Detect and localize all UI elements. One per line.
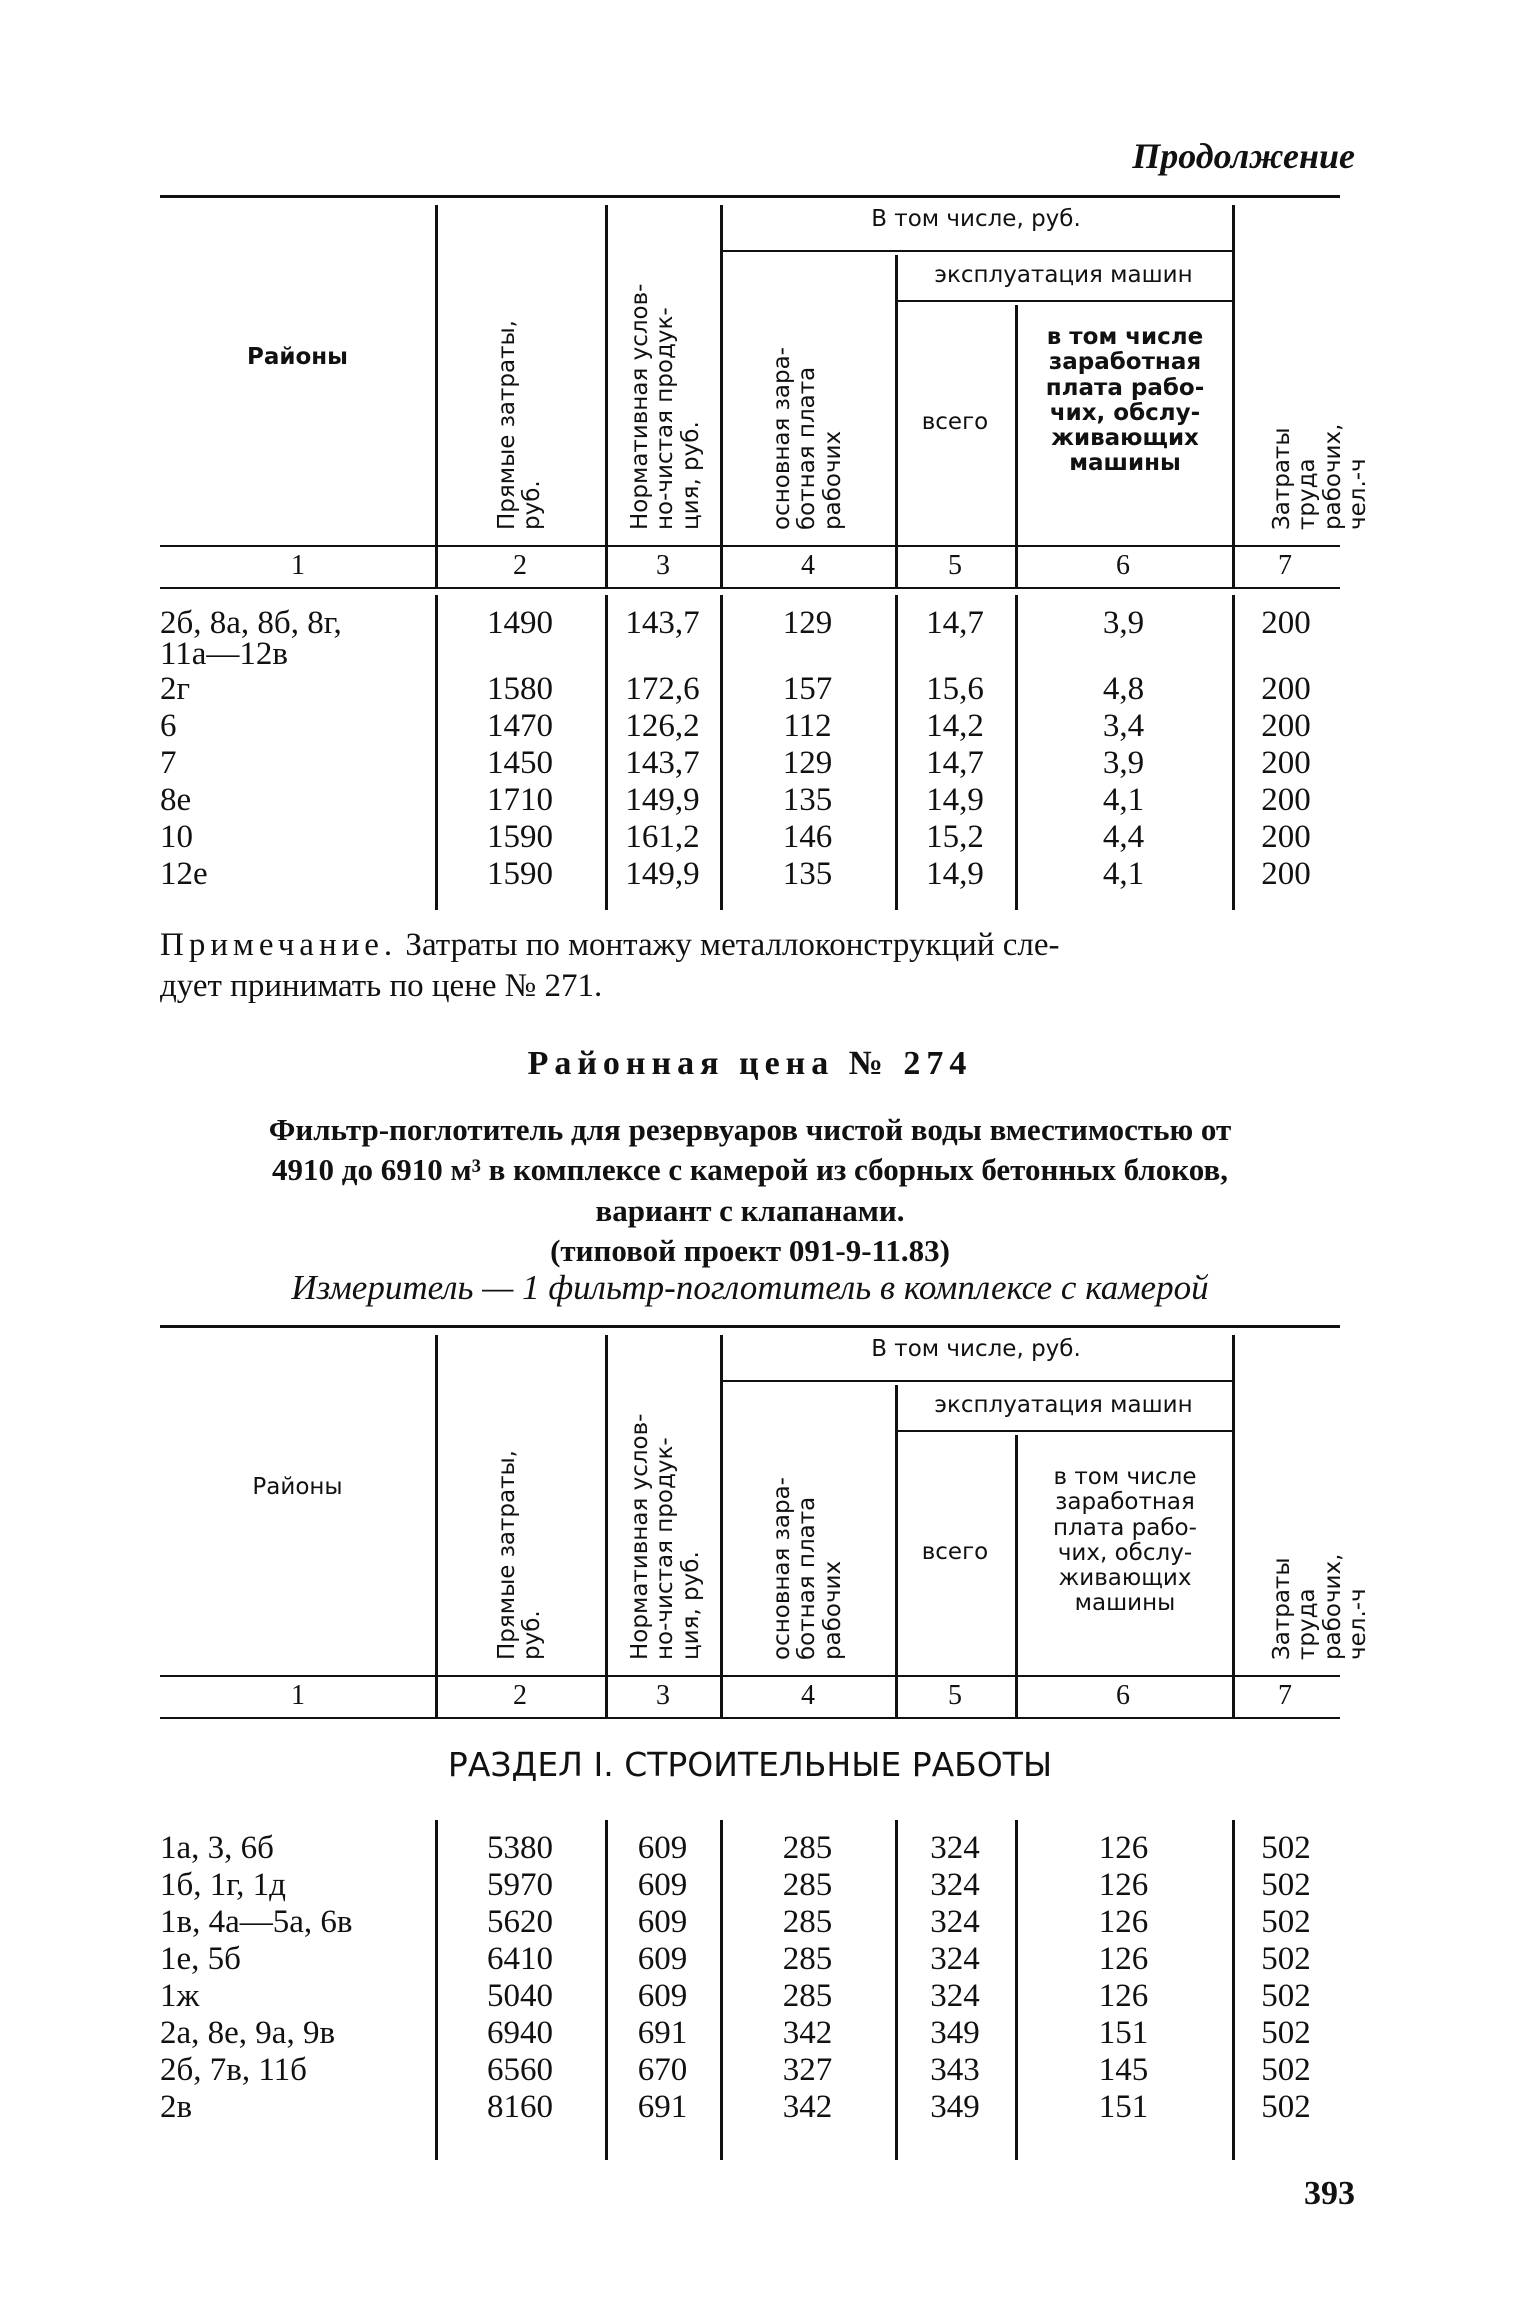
col-number: 1	[291, 1680, 305, 1711]
table-cell: 157	[782, 671, 833, 707]
col-number: 2	[513, 1680, 527, 1711]
table-cell: 691	[637, 2089, 688, 2125]
table-cell: 609	[637, 1830, 688, 1866]
table-cell: 285	[782, 1904, 833, 1940]
table-cell: 502	[1261, 1904, 1311, 1940]
header-base-wage: основная зара- ботная плата рабочих	[769, 347, 846, 530]
table-cell: 502	[1261, 1978, 1311, 2014]
col-number: 4	[801, 1680, 815, 1711]
table-cell: 1710	[487, 782, 553, 818]
table-cell: 151	[1098, 2015, 1149, 2051]
table-cell: 502	[1261, 1830, 1311, 1866]
price-subtitle-line: вариант с клапанами.	[595, 1192, 905, 1228]
col-number: 5	[948, 550, 962, 581]
header-machine-wage: в том числе заработная плата рабо- чих, обслу- живающих машины	[1053, 1464, 1197, 1617]
table-cell: 285	[782, 1978, 833, 2014]
header-total: всего	[921, 409, 989, 435]
note-text: Затраты по монтажу металлоконструкций сле-	[397, 927, 1060, 963]
table-cell: 5040	[487, 1978, 553, 2014]
table-cell: 200	[1261, 782, 1311, 818]
header-machine-wage: в том числе заработная плата рабо- чих, обслу- живающих машины	[1045, 324, 1205, 477]
table-cell: 135	[782, 782, 833, 818]
table-cell: 135	[782, 856, 833, 892]
table-cell: 6410	[487, 1941, 553, 1977]
table-cell: 200	[1261, 671, 1311, 707]
section-heading: РАЗДЕЛ I. СТРОИТЕЛЬНЫЕ РАБОТЫ	[447, 1745, 1053, 1784]
col-number: 5	[948, 1680, 962, 1711]
table-cell: 14,7	[926, 605, 984, 641]
header-regions: Районы	[252, 1474, 343, 1500]
table-cell: 200	[1261, 819, 1311, 855]
table-cell: 6940	[487, 2015, 553, 2051]
table-cell: 129	[782, 605, 833, 641]
table-2	[160, 1325, 1371, 2165]
row-region: 10	[160, 819, 193, 855]
row-region: 1б, 1г, 1д	[160, 1867, 286, 1903]
table-cell: 15,2	[926, 819, 984, 855]
row-region: 12е	[160, 856, 208, 892]
table-cell: 5620	[487, 1904, 553, 1940]
page-number: 393	[1304, 2175, 1355, 2212]
table-cell: 5970	[487, 1867, 553, 1903]
table-cell: 1590	[487, 819, 553, 855]
table-cell: 8160	[487, 2089, 553, 2125]
header-machines: эксплуатация машин	[934, 1392, 1193, 1418]
table-cell: 1580	[487, 671, 553, 707]
table-cell: 126	[1098, 1830, 1149, 1866]
table-cell: 143,7	[625, 745, 700, 781]
col-number: 7	[1278, 1680, 1292, 1711]
table-cell: 4,1	[1102, 856, 1145, 892]
header-base-wage: основная зара- ботная плата рабочих	[769, 1477, 846, 1660]
row-region: 1в, 4а—5а, 6в	[160, 1904, 353, 1940]
table-cell: 200	[1261, 745, 1311, 781]
row-region: 1ж	[160, 1978, 200, 2014]
table-top-rule	[160, 195, 1340, 198]
header-direct-costs: Прямые затраты, руб.	[494, 320, 546, 530]
table-cell: 285	[782, 1830, 833, 1866]
row-region: 2а, 8е, 9а, 9в	[160, 2015, 336, 2051]
table-1	[160, 195, 1371, 915]
table-cell: 609	[637, 1904, 688, 1940]
row-region: 8е	[160, 782, 192, 818]
header-overhead: Нормативная услов- но-чистая продук- ция, руб.	[627, 1413, 704, 1660]
table-cell: 285	[782, 1867, 833, 1903]
table-cell: 1450	[487, 745, 553, 781]
table-cell: 285	[782, 1941, 833, 1977]
table-cell: 349	[930, 2015, 980, 2051]
note	[160, 925, 1340, 1008]
table-cell: 609	[637, 1978, 688, 2014]
header-machines: эксплуатация машин	[934, 262, 1193, 288]
col-number: 6	[1116, 550, 1130, 581]
price-title: Районная цена № 274	[527, 1045, 973, 1082]
row-region: 1е, 5б	[160, 1941, 241, 1977]
table-cell: 3,4	[1102, 708, 1145, 744]
table-cell: 5380	[487, 1830, 553, 1866]
header-regions: Районы	[247, 344, 348, 370]
table-cell: 324	[930, 1978, 980, 2014]
table-cell: 172,6	[625, 671, 700, 707]
table-cell: 609	[637, 1941, 688, 1977]
header-labor: Затраты труда рабочих, чел.-ч	[1269, 1553, 1371, 1660]
table-cell: 609	[637, 1867, 688, 1903]
note-label: Примечание.	[160, 927, 398, 963]
table-cell: 502	[1261, 2015, 1311, 2051]
table-cell: 324	[930, 1941, 980, 1977]
price-subtitle-line: Фильтр-поглотитель для резервуаров чистой воды вместимостью от	[268, 1112, 1232, 1147]
table-cell: 4,1	[1102, 782, 1145, 818]
header-total: всего	[921, 1539, 989, 1565]
col-number: 2	[513, 550, 527, 581]
table-cell: 1590	[487, 856, 553, 892]
table-cell: 14,9	[926, 856, 984, 892]
row-region: 2б, 8а, 8б, 8г,	[160, 605, 342, 641]
col-number: 6	[1116, 1680, 1130, 1711]
col-number: 1	[291, 550, 305, 581]
col-number: 3	[656, 1680, 670, 1711]
table-cell: 200	[1261, 708, 1311, 744]
table-cell: 126	[1098, 1941, 1149, 1977]
price-subtitle-line: 4910 до 6910 м³ в комплексе с камерой из сборных бетонных блоков,	[272, 1152, 1228, 1188]
header-labor: Затраты труда рабочих, чел.-ч	[1269, 423, 1371, 530]
table-cell: 691	[637, 2015, 688, 2051]
table-cell: 200	[1261, 856, 1311, 892]
header-including: В том числе, руб.	[871, 206, 1081, 232]
table-cell: 126	[1098, 1904, 1149, 1940]
table-cell: 342	[782, 2089, 833, 2125]
table-cell: 3,9	[1102, 745, 1145, 781]
row-region: 7	[160, 745, 177, 781]
header-overhead: Нормативная услов- но-чистая продук- ция, руб.	[627, 283, 704, 530]
table-cell: 670	[637, 2052, 688, 2088]
price-subtitle	[160, 1110, 1340, 1271]
table-cell: 14,7	[926, 745, 984, 781]
table-cell: 161,2	[625, 819, 700, 855]
table-cell: 126	[1098, 1978, 1149, 2014]
price-subtitle-line: (типовой проект 091-9-11.83)	[550, 1232, 950, 1268]
row-region: 2б, 7в, 11б	[160, 2052, 307, 2088]
table-cell: 15,6	[926, 671, 984, 707]
table-cell: 502	[1261, 2089, 1311, 2125]
row-region: 2в	[160, 2089, 193, 2125]
table-cell: 343	[930, 2052, 980, 2088]
table-cell: 6560	[487, 2052, 553, 2088]
table-cell: 324	[930, 1904, 980, 1940]
table-cell: 349	[930, 2089, 980, 2125]
table-cell: 324	[930, 1830, 980, 1866]
measure-line: Измеритель — 1 фильтр-поглотитель в комплексе с камерой	[291, 1268, 1209, 1307]
table-cell: 146	[782, 819, 833, 855]
table-cell: 502	[1261, 1867, 1311, 1903]
table-cell: 324	[930, 1867, 980, 1903]
row-region: 2г	[160, 671, 191, 707]
continuation-label: Продолжение	[1132, 136, 1355, 176]
col-number: 3	[656, 550, 670, 581]
row-region: 1а, 3, 6б	[160, 1830, 274, 1866]
col-number: 7	[1278, 550, 1292, 581]
table-cell: 200	[1261, 605, 1311, 641]
table-cell: 149,9	[625, 856, 700, 892]
col-number: 4	[801, 550, 815, 581]
table-cell: 342	[782, 2015, 833, 2051]
table-cell: 4,4	[1102, 819, 1145, 855]
row-region: 11а—12в	[160, 636, 289, 672]
table-cell: 112	[783, 708, 832, 744]
table-cell: 4,8	[1102, 671, 1145, 707]
table-cell: 14,9	[926, 782, 984, 818]
table-cell: 129	[782, 745, 833, 781]
table-cell: 327	[782, 2052, 833, 2088]
row-region: 6	[160, 708, 177, 744]
table-cell: 126	[1098, 1867, 1149, 1903]
table-cell: 1490	[487, 605, 553, 641]
note-text-2: дует принимать по цене № 271.	[160, 968, 603, 1005]
header-including: В том числе, руб.	[871, 1336, 1081, 1362]
table-cell: 502	[1261, 2052, 1311, 2088]
table-cell: 149,9	[625, 782, 700, 818]
header-direct-costs: Прямые затраты, руб.	[494, 1450, 546, 1660]
table-cell: 502	[1261, 1941, 1311, 1977]
table-cell: 1470	[487, 708, 553, 744]
table-cell: 14,2	[926, 708, 984, 744]
table-cell: 3,9	[1102, 605, 1145, 641]
table-cell: 126,2	[625, 708, 700, 744]
table-cell: 143,7	[625, 605, 700, 641]
table-cell: 145	[1098, 2052, 1149, 2088]
table-cell: 151	[1098, 2089, 1149, 2125]
